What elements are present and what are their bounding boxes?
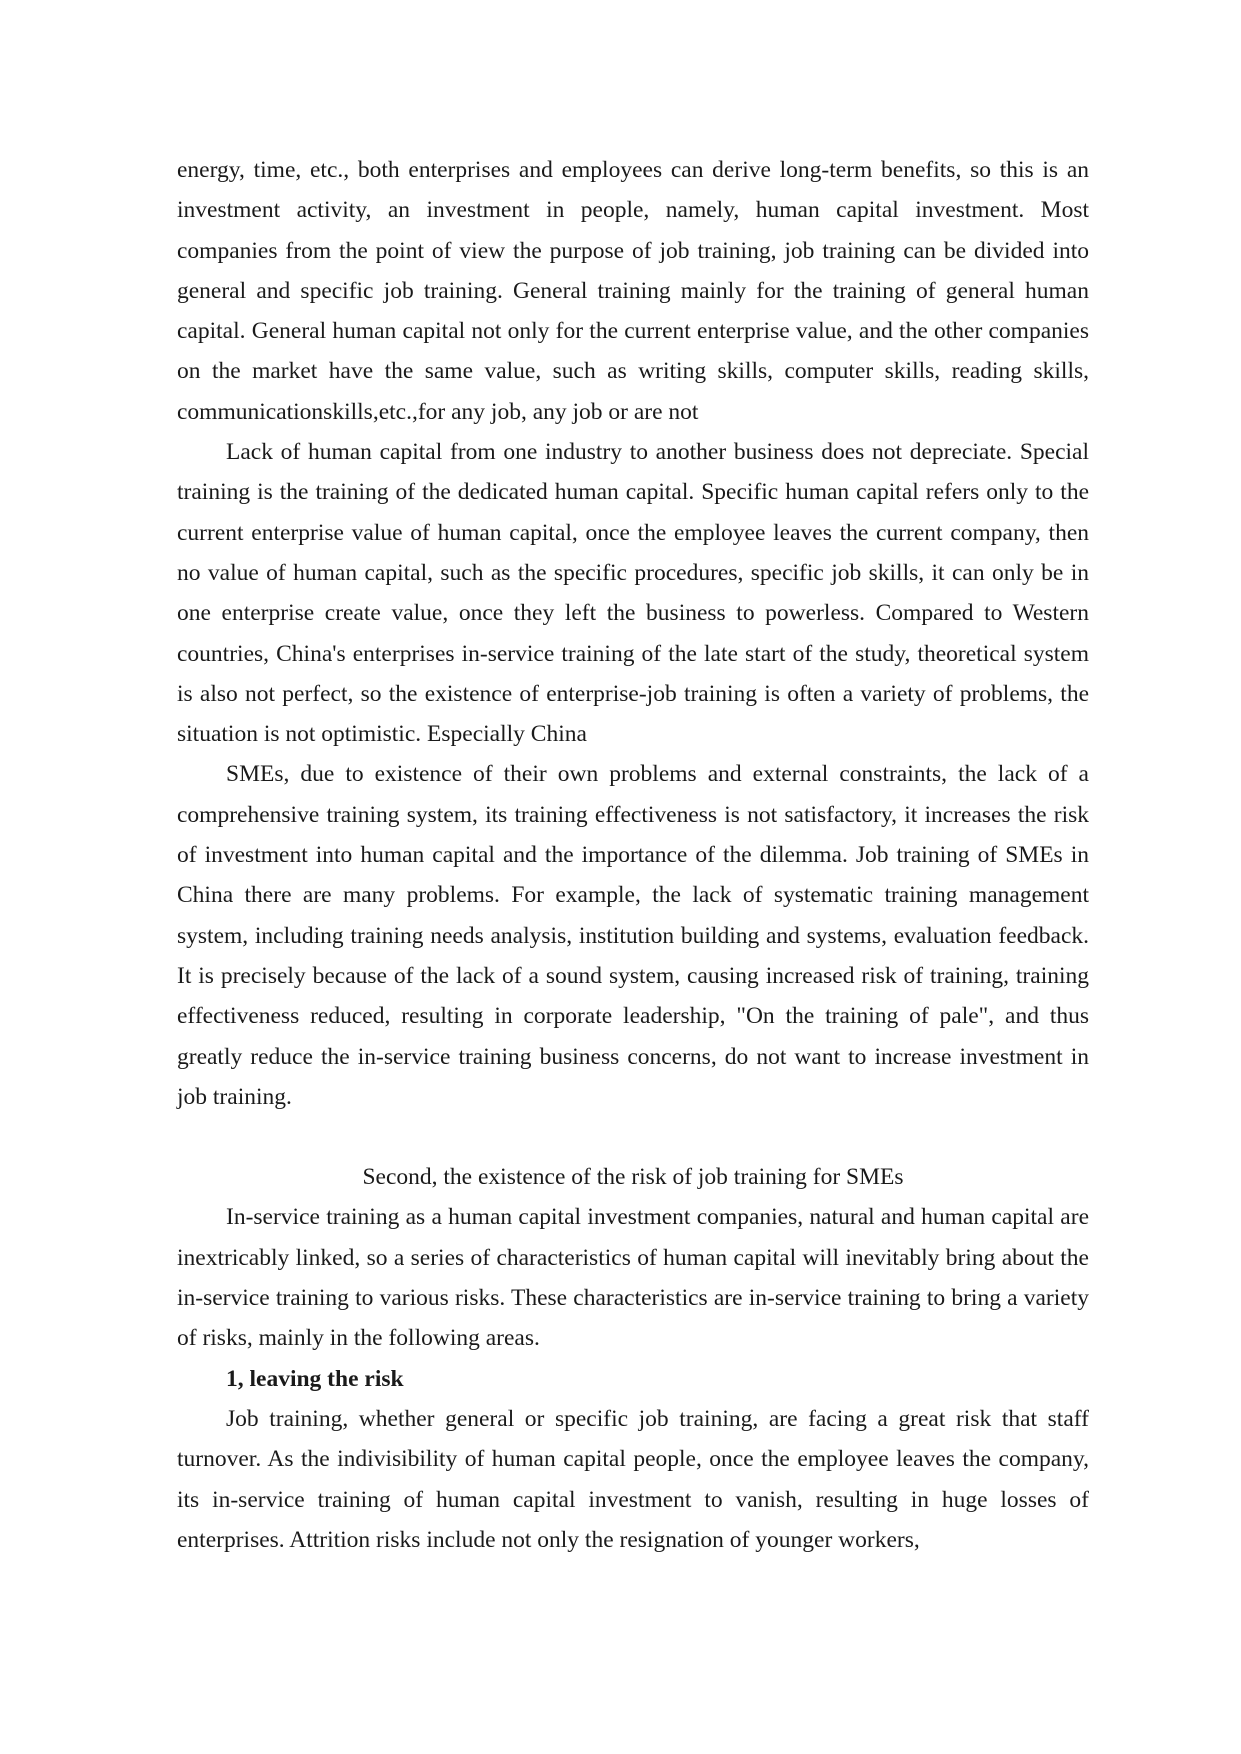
paragraph-continuation: energy, time, etc., both enterprises and employees can derive long-term benefits, so this is an investment activity, an investment in people, namely, human capital investment. Most companies from the point of view the purpose of job training, job training can be divided into general and specific job training. General training mainly for the training of general human capital. General human capital not only for the current enterprise value, and the other companies on the market have the same value, such as writing skills, computer skills, reading skills, communicationskills,etc.,for any job, any job or are not — [177, 157, 1089, 425]
paragraph-smes: SMEs, due to existence of their own problems and external constraints, the lack of a comprehensive training system, its training effectiveness is not satisfactory, it increases the risk of investment into human capital and the importance of the dilemma. Job training of SMEs in China there are many problems. For example, the lack of systematic training management system, including training needs analysis, institution building and systems, evaluation feedback. It is precisely because of the lack of a sound system, causing increased risk of training, training effectiveness reduced, resulting in corporate leadership, "On the training of pale", and thus greatly reduce the in-service training business concerns, do not want to increase investment in job training. — [177, 761, 1089, 1110]
section-spacer — [177, 1117, 1089, 1157]
section-title: Second, the existence of the risk of job training for SMEs — [362, 1164, 904, 1191]
paragraph-human-capital: Lack of human capital from one industry to another business does not depreciate. Special training is the training of the dedicated human capital. Specific human capital refers only to the current enterprise value of human capital, once the employee leaves the current company, then no value of human capital, such as the specific procedures, specific job skills, it can only be in one enterprise create value, once they left the business to powerless. Compared to Western countries, China's enterprises in-service training of the late start of the study, theoretical system is also not perfect, so the existence of enterprise-job training is often a variety of problems, the situation is not optimistic. Especially China — [177, 439, 1089, 748]
subheading-leaving-risk: 1, leaving the risk — [226, 1365, 404, 1392]
paragraph-in-service-training: In-service training as a human capital investment companies, natural and human capital are inextricably linked, so a series of characteristics of human capital will inevitably bring about the in-service training to various risks. These characteristics are in-service training to bring a variety of risks, mainly in the following areas. — [177, 1204, 1089, 1352]
document-body — [177, 150, 1089, 1560]
paragraph-job-training-risk: Job training, whether general or specific job training, are facing a great risk that staff turnover. As the indivisibility of human capital people, once the employee leaves the company, its in-service training of human capital investment to vanish, resulting in huge losses of enterprises. Attrition risks include not only the resignation of younger workers, — [177, 1405, 1089, 1553]
